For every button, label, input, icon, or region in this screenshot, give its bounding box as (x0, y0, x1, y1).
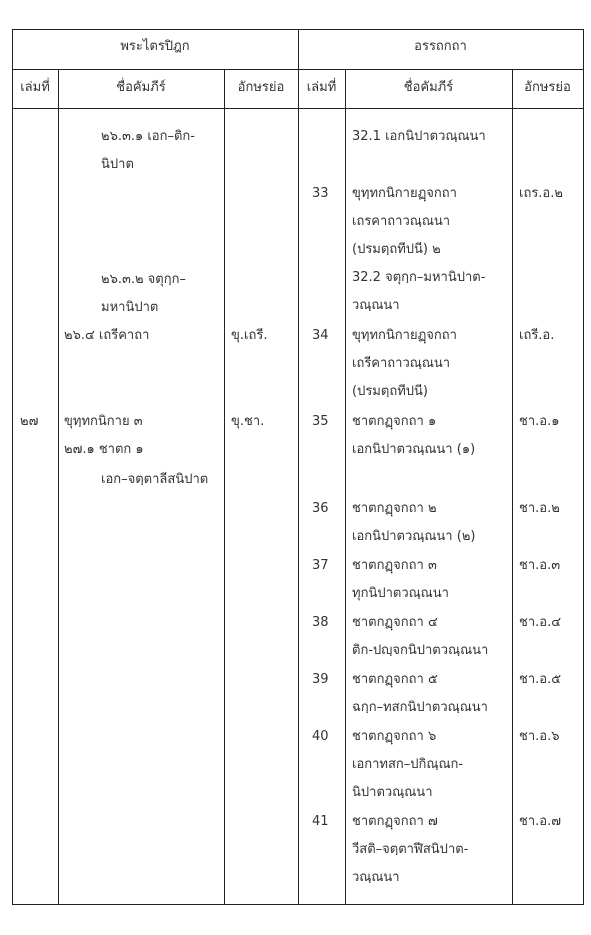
col-divider-4 (345, 69, 346, 905)
col-divider-2 (224, 69, 225, 905)
tipitaka-entry: ๒๖.๔ เถรีคาถา (64, 328, 150, 343)
tipitaka-volume: ๒๗ (20, 414, 39, 429)
atthakatha-entry: ชาตกฏฺจกถา ๔ ติก-ปญฺจกนิปาตวณฺณนา (352, 615, 489, 658)
atthakatha-entry: ชาตกฏฺจกถา ๖ เอกาทสก–ปกิณฺณก- นิปาตวณฺณนา (352, 729, 464, 800)
col-header-name: ชื่อคัมภีร์ (116, 80, 166, 95)
atthakatha-volume: 38 (312, 615, 329, 630)
atthakatha-volume: 35 (312, 414, 329, 429)
atthakatha-volume: 40 (312, 729, 329, 744)
atthakatha-abbr: เถรี.อ. (519, 328, 555, 343)
atthakatha-abbr: ชา.อ.๗ (519, 814, 561, 829)
atthakatha-abbr: เถร.อ.๒ (519, 186, 563, 201)
col-divider-5 (512, 69, 513, 905)
atthakatha-entry: ขุทฺทกนิกายฏฺจกถา เถรคาถาวณฺณนา (ปรมตฺถทีปนี) ๒ 32.2 จตุกฺก–มหานิปาต- วณฺณนา (352, 186, 486, 313)
atthakatha-volume: 39 (312, 672, 329, 687)
header-tipitaka: พระไตรปิฎก (120, 39, 190, 54)
tipitaka-abbr: ขุ.เถรี. (231, 328, 268, 343)
atthakatha-volume: 41 (312, 814, 329, 829)
atthakatha-abbr: ชา.อ.๔ (519, 615, 562, 630)
atthakatha-abbr: ชา.อ.๓ (519, 558, 561, 573)
tipitaka-entry: เอก–จตฺตาลีสนิปาต (101, 472, 209, 487)
atthakatha-abbr: ชา.อ.๕ (519, 672, 562, 687)
tipitaka-entry: ๒๖.๓.๑ เอก–ติก- นิปาต (101, 129, 195, 172)
group-divider (298, 29, 299, 905)
col-divider-1 (58, 69, 59, 905)
col-header-abbr: อักษรย่อ (524, 80, 571, 95)
header-atthakatha: อรรถกถา (414, 39, 467, 54)
table-left-border (12, 29, 13, 905)
table-right-border (583, 29, 584, 905)
atthakatha-entry: ชาตกฏฺจกถา ๑ เอกนิปาตวณฺณนา (๑) (352, 414, 476, 457)
atthakatha-volume: 36 (312, 501, 329, 516)
atthakatha-entry: ชาตกฏฺจกถา ๓ ทุกนิปาตวณฺณนา (352, 558, 449, 601)
col-header-volume: เล่มที่ (306, 80, 337, 95)
col-header-volume: เล่มที่ (20, 80, 50, 95)
atthakatha-volume: 33 (312, 186, 329, 201)
col-header-name: ชื่อคัมภีร์ (403, 80, 454, 95)
atthakatha-abbr: ชา.อ.๒ (519, 501, 560, 516)
atthakatha-volume: 37 (312, 558, 329, 573)
atthakatha-volume: 34 (312, 328, 329, 343)
tipitaka-entry: ๒๖.๓.๒ จตุกฺก– มหานิปาต (101, 272, 186, 315)
atthakatha-entry: ชาตกฏฺจกถา ๒ เอกนิปาตวณฺณนา (๒) (352, 501, 476, 544)
col-header-abbr: อักษรย่อ (237, 80, 285, 95)
atthakatha-abbr: ชา.อ.๖ (519, 729, 560, 744)
tipitaka-abbr: ขุ.ชา. (231, 414, 265, 429)
atthakatha-entry: ชาตกฏฺจกถา ๗ วีสติ–จตฺตาฬีสนิปาต- วณฺณนา (352, 814, 469, 885)
tipitaka-entry: ขุทฺทกนิกาย ๓ ๒๗.๑ ชาตก ๑ (64, 414, 144, 457)
atthakatha-entry: 32.1 เอกนิปาตวณฺณนา (352, 129, 486, 144)
atthakatha-abbr: ชา.อ.๑ (519, 414, 560, 429)
atthakatha-entry: ชาตกฏฺจกถา ๕ ฉกฺก–ทสกนิปาตวณฺณนา (352, 672, 488, 715)
atthakatha-entry: ขุทฺทกนิกายฏฺจกถา เถรีคาถาวณฺณนา (ปรมตฺถทีปนี) (352, 328, 457, 399)
